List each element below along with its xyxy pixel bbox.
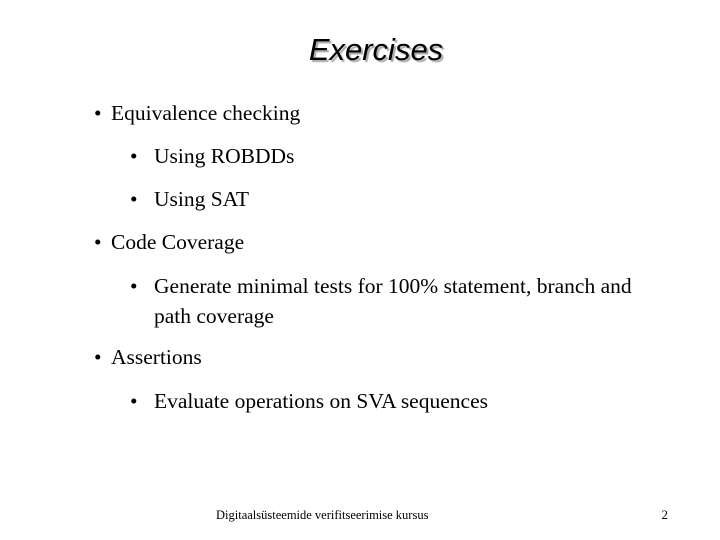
bullet-text: Code Coverage: [111, 230, 245, 254]
bullet-dot-icon: •: [130, 144, 138, 168]
bullet-dot-icon: •: [130, 187, 138, 211]
page-number: 2: [661, 507, 668, 522]
bullet-dot-icon: •: [94, 230, 102, 254]
footer-course-name: Digitaalsüsteemide verifitseerimise kursus: [216, 508, 429, 522]
bullet-text: Evaluate operations on SVA sequences: [154, 389, 488, 413]
bullet-text: Assertions: [111, 345, 202, 369]
bullet-dot-icon: •: [130, 389, 138, 413]
slide-title: Exercises: [308, 32, 444, 67]
bullet-dot-icon: •: [94, 101, 102, 125]
bullet-text: Using ROBDDs: [154, 144, 295, 168]
bullet-text: Equivalence checking: [111, 101, 301, 125]
bullet-dot-icon: •: [130, 274, 138, 298]
bullet-dot-icon: •: [94, 345, 102, 369]
bullet-text: Using SAT: [154, 187, 249, 211]
bullet-text: Generate minimal tests for 100% statement, branch and path coverage: [154, 274, 632, 328]
